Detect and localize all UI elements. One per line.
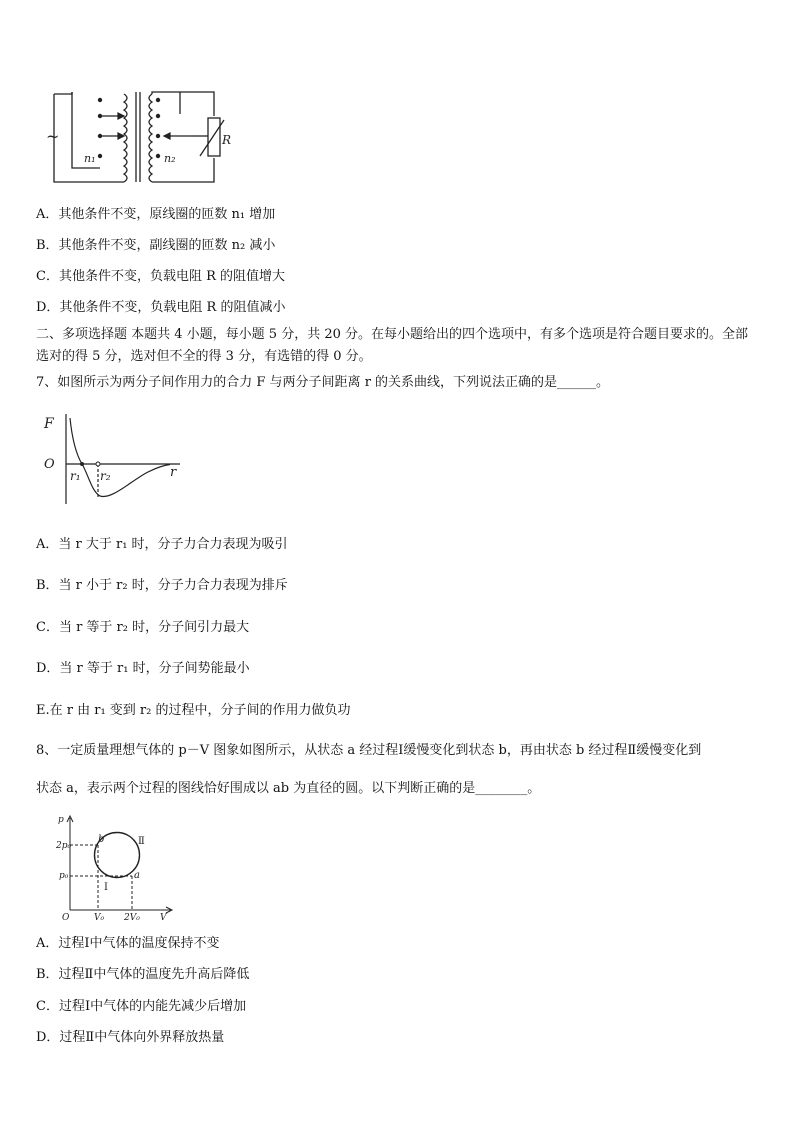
label-V: V — [160, 913, 167, 923]
label-V0: V₀ — [94, 913, 105, 923]
q8-stem-line2: 状态 a，表示两个过程的图线恰好围成以 ab 为直径的圆。以下判断正确的是________。 — [36, 781, 541, 796]
q8-option-c: C．过程Ⅰ中气体的内能先减少后增加 — [36, 999, 247, 1014]
label-a: a — [134, 870, 140, 881]
q7-stem: 7、如图所示为两分子间作用力的合力 F 与两分子间距离 r 的关系曲线，下列说法正确的是______。 — [36, 375, 610, 390]
q7-option-a: A．当 r 大于 r₁ 时，分子力合力表现为吸引 — [36, 537, 288, 552]
label-r: r — [170, 465, 177, 480]
label-2p0: 2p₀ — [56, 841, 72, 851]
label-n2: n₂ — [164, 152, 176, 165]
q6-option-c: C．其他条件不变，负载电阻 R 的阻值增大 — [36, 269, 285, 284]
q6-option-b: B．其他条件不变，副线圈的匝数 n₂ 减小 — [36, 238, 276, 253]
molecular-force-figure — [38, 410, 188, 510]
label-2V0: 2V₀ — [124, 913, 140, 923]
label-II: Ⅱ — [138, 836, 145, 847]
q8-stem-line1: 8、一定质量理想气体的 p－V 图象如图所示，从状态 a 经过程Ⅰ缓慢变化到状态 b，再由状态 b 经过程Ⅱ缓慢变化到 — [36, 743, 702, 758]
label-r1: r₁ — [70, 469, 81, 483]
q8-option-b: B．过程Ⅱ中气体的温度先升高后降低 — [36, 967, 250, 982]
q8-option-a: A．过程Ⅰ中气体的温度保持不变 — [36, 936, 220, 951]
section2-heading: 二、多项选择题 本题共 4 小题，每小题 5 分，共 20 分。在每小题给出的四个选项中，有多个选项是符合题目要求的。全部选对的得 5 分，选对但不全的得 3 分，有选错的得 0 分。 — [36, 327, 749, 364]
label-p: p — [58, 815, 64, 825]
source-symbol: ~ — [46, 127, 60, 146]
q7-option-c: C．当 r 等于 r₂ 时，分子间引力最大 — [36, 620, 250, 635]
transformer-figure — [40, 86, 230, 186]
label-I: Ⅰ — [104, 882, 108, 893]
label-R: R — [222, 133, 232, 147]
label-F: F — [44, 416, 54, 432]
label-b: b — [98, 834, 105, 845]
q8-option-d: D．过程Ⅱ中气体向外界释放热量 — [36, 1030, 225, 1045]
q7-option-d: D．当 r 等于 r₁ 时，分子间势能最小 — [36, 661, 250, 676]
label-O: O — [44, 457, 55, 472]
q6-option-a: A．其他条件不变，原线圈的匝数 n₁ 增加 — [36, 207, 276, 222]
label-O: O — [62, 913, 70, 923]
label-p0: p₀ — [59, 871, 69, 881]
q6-option-d: D．其他条件不变，负载电阻 R 的阻值减小 — [36, 300, 286, 315]
label-n1: n₁ — [84, 152, 96, 165]
pv-figure — [56, 812, 180, 922]
q7-option-e: E.在 r 由 r₁ 变到 r₂ 的过程中，分子间的作用力做负功 — [36, 703, 351, 718]
label-r2: r₂ — [100, 469, 111, 483]
q7-option-b: B．当 r 小于 r₂ 时，分子力合力表现为排斥 — [36, 578, 288, 593]
